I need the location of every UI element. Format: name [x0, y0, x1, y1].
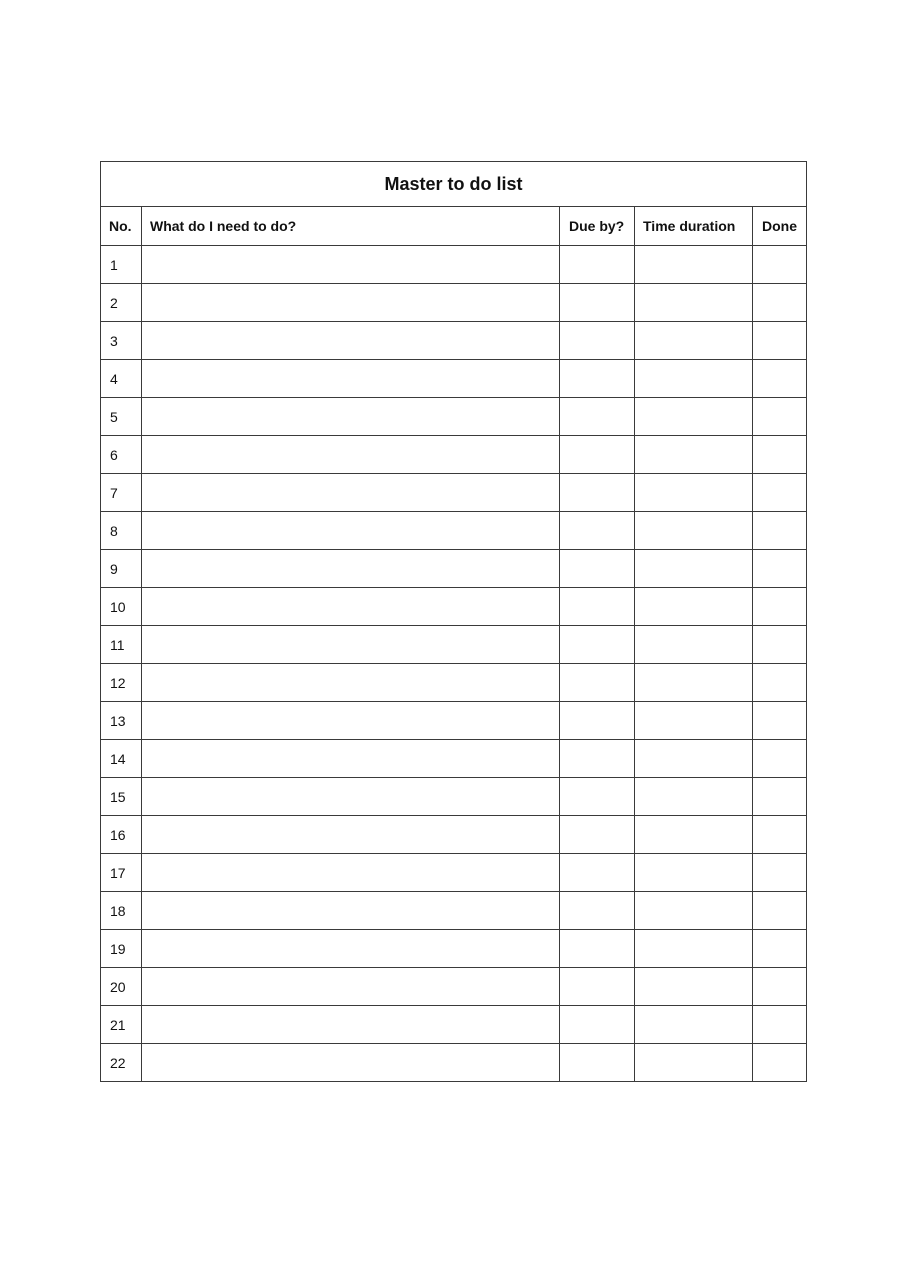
duration-cell[interactable] — [635, 436, 753, 474]
done-cell[interactable] — [753, 512, 807, 550]
row-number: 20 — [101, 968, 142, 1006]
done-cell[interactable] — [753, 284, 807, 322]
done-cell[interactable] — [753, 892, 807, 930]
header-row — [101, 207, 807, 246]
duration-cell[interactable] — [635, 778, 753, 816]
table-row — [101, 854, 807, 892]
done-cell[interactable] — [753, 968, 807, 1006]
table-row — [101, 930, 807, 968]
task-cell[interactable] — [142, 588, 560, 626]
row-number: 10 — [101, 588, 142, 626]
table-row — [101, 322, 807, 360]
done-cell[interactable] — [753, 1044, 807, 1082]
done-cell[interactable] — [753, 664, 807, 702]
row-number: 19 — [101, 930, 142, 968]
due-cell[interactable] — [560, 284, 635, 322]
duration-cell[interactable] — [635, 474, 753, 512]
column-header-duration: Time duration — [635, 207, 753, 246]
task-cell[interactable] — [142, 892, 560, 930]
table-row — [101, 246, 807, 284]
due-cell[interactable] — [560, 550, 635, 588]
due-cell[interactable] — [560, 1044, 635, 1082]
task-cell[interactable] — [142, 702, 560, 740]
due-cell[interactable] — [560, 322, 635, 360]
task-cell[interactable] — [142, 1044, 560, 1082]
table-row — [101, 512, 807, 550]
page-title: Master to do list — [101, 162, 807, 207]
task-cell[interactable] — [142, 436, 560, 474]
task-cell[interactable] — [142, 626, 560, 664]
task-cell[interactable] — [142, 474, 560, 512]
duration-cell[interactable] — [635, 740, 753, 778]
due-cell[interactable] — [560, 740, 635, 778]
due-cell[interactable] — [560, 474, 635, 512]
table-row — [101, 436, 807, 474]
table-row — [101, 626, 807, 664]
done-cell[interactable] — [753, 854, 807, 892]
task-cell[interactable] — [142, 740, 560, 778]
column-header-no: No. — [101, 207, 142, 246]
duration-cell[interactable] — [635, 854, 753, 892]
due-cell[interactable] — [560, 1006, 635, 1044]
table-row — [101, 588, 807, 626]
table-row — [101, 284, 807, 322]
task-cell[interactable] — [142, 360, 560, 398]
row-number: 6 — [101, 436, 142, 474]
due-cell[interactable] — [560, 360, 635, 398]
task-cell[interactable] — [142, 246, 560, 284]
row-number: 13 — [101, 702, 142, 740]
duration-cell[interactable] — [635, 702, 753, 740]
task-cell[interactable] — [142, 398, 560, 436]
done-cell[interactable] — [753, 702, 807, 740]
table-row — [101, 740, 807, 778]
duration-cell[interactable] — [635, 550, 753, 588]
done-cell[interactable] — [753, 322, 807, 360]
done-cell[interactable] — [753, 816, 807, 854]
row-number: 15 — [101, 778, 142, 816]
todo-table — [100, 161, 807, 1082]
done-cell[interactable] — [753, 1006, 807, 1044]
task-cell[interactable] — [142, 854, 560, 892]
done-cell[interactable] — [753, 930, 807, 968]
duration-cell[interactable] — [635, 664, 753, 702]
due-cell[interactable] — [560, 854, 635, 892]
row-number: 1 — [101, 246, 142, 284]
row-number: 14 — [101, 740, 142, 778]
due-cell[interactable] — [560, 968, 635, 1006]
task-cell[interactable] — [142, 664, 560, 702]
row-number: 4 — [101, 360, 142, 398]
duration-cell[interactable] — [635, 284, 753, 322]
title-row — [101, 162, 807, 207]
table-row — [101, 664, 807, 702]
duration-cell[interactable] — [635, 322, 753, 360]
row-number: 16 — [101, 816, 142, 854]
due-cell[interactable] — [560, 702, 635, 740]
row-number: 2 — [101, 284, 142, 322]
due-cell[interactable] — [560, 512, 635, 550]
task-cell[interactable] — [142, 1006, 560, 1044]
table-row — [101, 778, 807, 816]
duration-cell[interactable] — [635, 512, 753, 550]
duration-cell[interactable] — [635, 892, 753, 930]
table-row — [101, 550, 807, 588]
row-number: 18 — [101, 892, 142, 930]
column-header-task: What do I need to do? — [142, 207, 560, 246]
due-cell[interactable] — [560, 778, 635, 816]
due-cell[interactable] — [560, 892, 635, 930]
duration-cell[interactable] — [635, 1006, 753, 1044]
column-header-due: Due by? — [560, 207, 635, 246]
task-rows — [101, 246, 807, 1082]
due-cell[interactable] — [560, 246, 635, 284]
task-cell[interactable] — [142, 322, 560, 360]
duration-cell[interactable] — [635, 1044, 753, 1082]
duration-cell[interactable] — [635, 588, 753, 626]
table-row — [101, 1044, 807, 1082]
row-number: 7 — [101, 474, 142, 512]
due-cell[interactable] — [560, 398, 635, 436]
task-cell[interactable] — [142, 284, 560, 322]
table-row — [101, 968, 807, 1006]
column-header-done: Done — [753, 207, 807, 246]
due-cell[interactable] — [560, 436, 635, 474]
task-cell[interactable] — [142, 778, 560, 816]
row-number: 8 — [101, 512, 142, 550]
due-cell[interactable] — [560, 626, 635, 664]
row-number: 17 — [101, 854, 142, 892]
row-number: 12 — [101, 664, 142, 702]
due-cell[interactable] — [560, 588, 635, 626]
table-row — [101, 1006, 807, 1044]
table-row — [101, 474, 807, 512]
table-row — [101, 360, 807, 398]
duration-cell[interactable] — [635, 930, 753, 968]
task-cell[interactable] — [142, 930, 560, 968]
task-cell[interactable] — [142, 512, 560, 550]
due-cell[interactable] — [560, 930, 635, 968]
task-cell[interactable] — [142, 968, 560, 1006]
done-cell[interactable] — [753, 740, 807, 778]
done-cell[interactable] — [753, 588, 807, 626]
done-cell[interactable] — [753, 398, 807, 436]
row-number: 11 — [101, 626, 142, 664]
done-cell[interactable] — [753, 360, 807, 398]
duration-cell[interactable] — [635, 360, 753, 398]
done-cell[interactable] — [753, 436, 807, 474]
duration-cell[interactable] — [635, 246, 753, 284]
done-cell[interactable] — [753, 474, 807, 512]
done-cell[interactable] — [753, 778, 807, 816]
done-cell[interactable] — [753, 246, 807, 284]
task-cell[interactable] — [142, 816, 560, 854]
duration-cell[interactable] — [635, 968, 753, 1006]
due-cell[interactable] — [560, 664, 635, 702]
table-row — [101, 816, 807, 854]
table-row — [101, 398, 807, 436]
done-cell[interactable] — [753, 550, 807, 588]
duration-cell[interactable] — [635, 816, 753, 854]
task-cell[interactable] — [142, 550, 560, 588]
row-number: 9 — [101, 550, 142, 588]
due-cell[interactable] — [560, 816, 635, 854]
row-number: 3 — [101, 322, 142, 360]
done-cell[interactable] — [753, 626, 807, 664]
table-row — [101, 892, 807, 930]
row-number: 22 — [101, 1044, 142, 1082]
row-number: 5 — [101, 398, 142, 436]
duration-cell[interactable] — [635, 626, 753, 664]
duration-cell[interactable] — [635, 398, 753, 436]
table-row — [101, 702, 807, 740]
row-number: 21 — [101, 1006, 142, 1044]
